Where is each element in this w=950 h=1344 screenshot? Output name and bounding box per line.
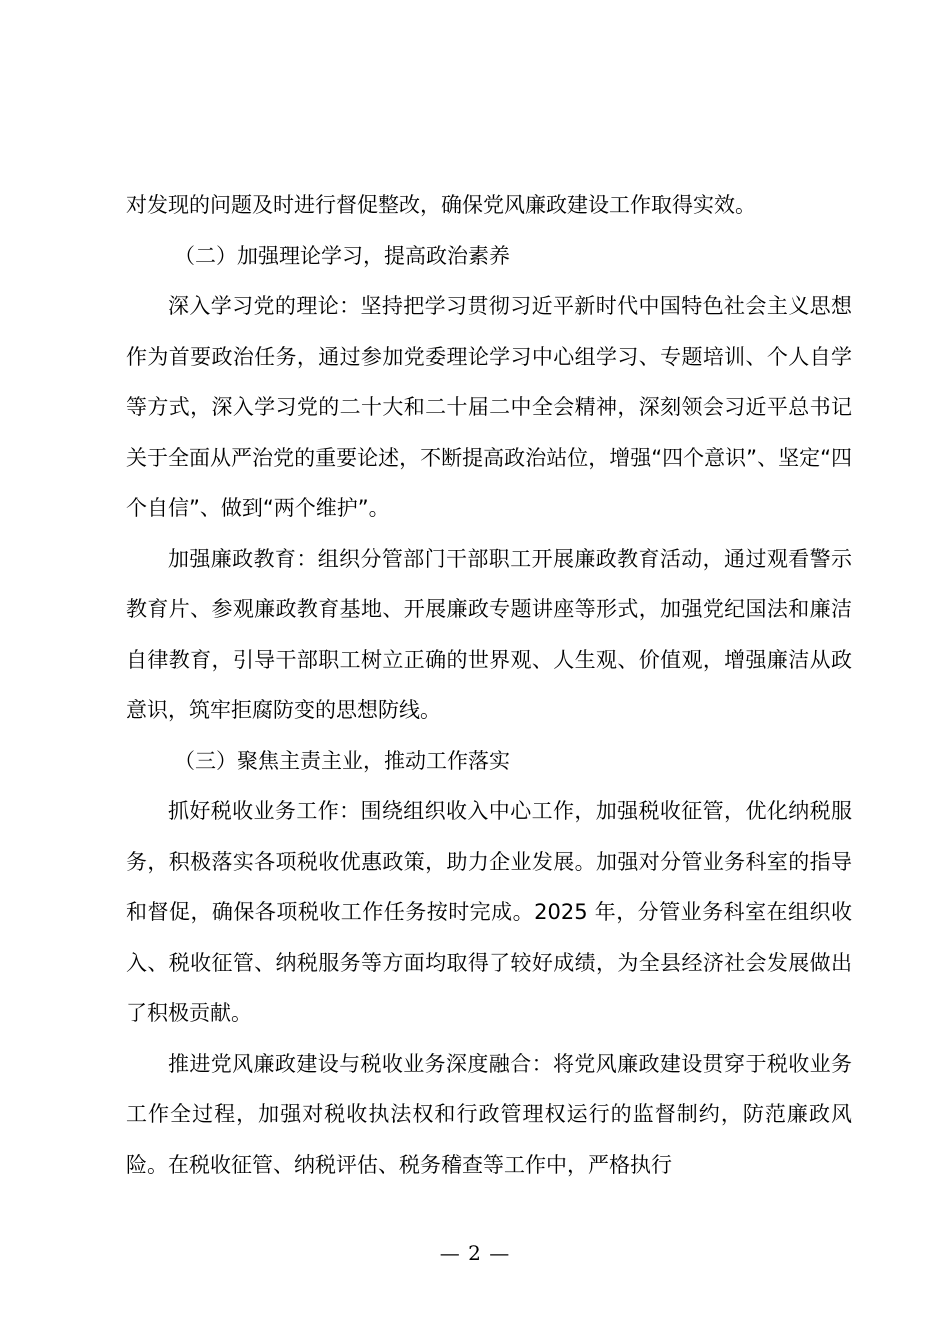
page-number: — 2 — <box>439 1241 511 1265</box>
section-heading-3: （三）聚焦主责主业，推动工作落实 <box>174 748 510 773</box>
paragraph-continuation: 对发现的问题及时进行督促整改，确保党风廉政建设工作取得实效。 <box>126 193 756 217</box>
paragraph-tax-business: 抓好税收业务工作：围绕组织收入中心工作，加强税收征管，优化纳税服务，积极落实各项税收优惠政策，助力企业发展。加强对分管业务科室的指导和督促，确保各项税收工作任务按时完成。2025 年，分管业务科室在组织收入、税收征管、纳税服务等方面均取得了较好成绩，为全县经济社会发展做出了积极贡献。 <box>126 799 852 1025</box>
paragraph-integrity-education: 加强廉政教育：组织分管部门干部职工开展廉政教育活动，通过观看警示教育片、参观廉政教育基地、开展廉政专题讲座等形式，加强党纪国法和廉洁自律教育，引导干部职工树立正确的世界观、人生观、价值观，增强廉洁从政意识，筑牢拒腐防变的思想防线。 <box>126 546 852 722</box>
document-body <box>126 180 852 1190</box>
paragraph-integration: 推进党风廉政建设与税收业务深度融合：将党风廉政建设贯穿于税收业务工作全过程，加强对税收执法权和行政管理权运行的监督制约，防范廉政风险。在税收征管、纳税评估、税务稽查等工作中，严格执行 <box>126 1051 852 1177</box>
section-heading-2: （二）加强理论学习，提高政治素养 <box>174 243 510 268</box>
paragraph-theory-study: 深入学习党的理论：坚持把学习贯彻习近平新时代中国特色社会主义思想作为首要政治任务，通过参加党委理论学习中心组学习、专题培训、个人自学等方式，深入学习党的二十大和二十届二中全会精神，深刻领会习近平总书记关于全面从严治党的重要论述，不断提高政治站位，增强“四个意识”、坚定“四个自信”、做到“两个维护”。 <box>126 294 852 520</box>
